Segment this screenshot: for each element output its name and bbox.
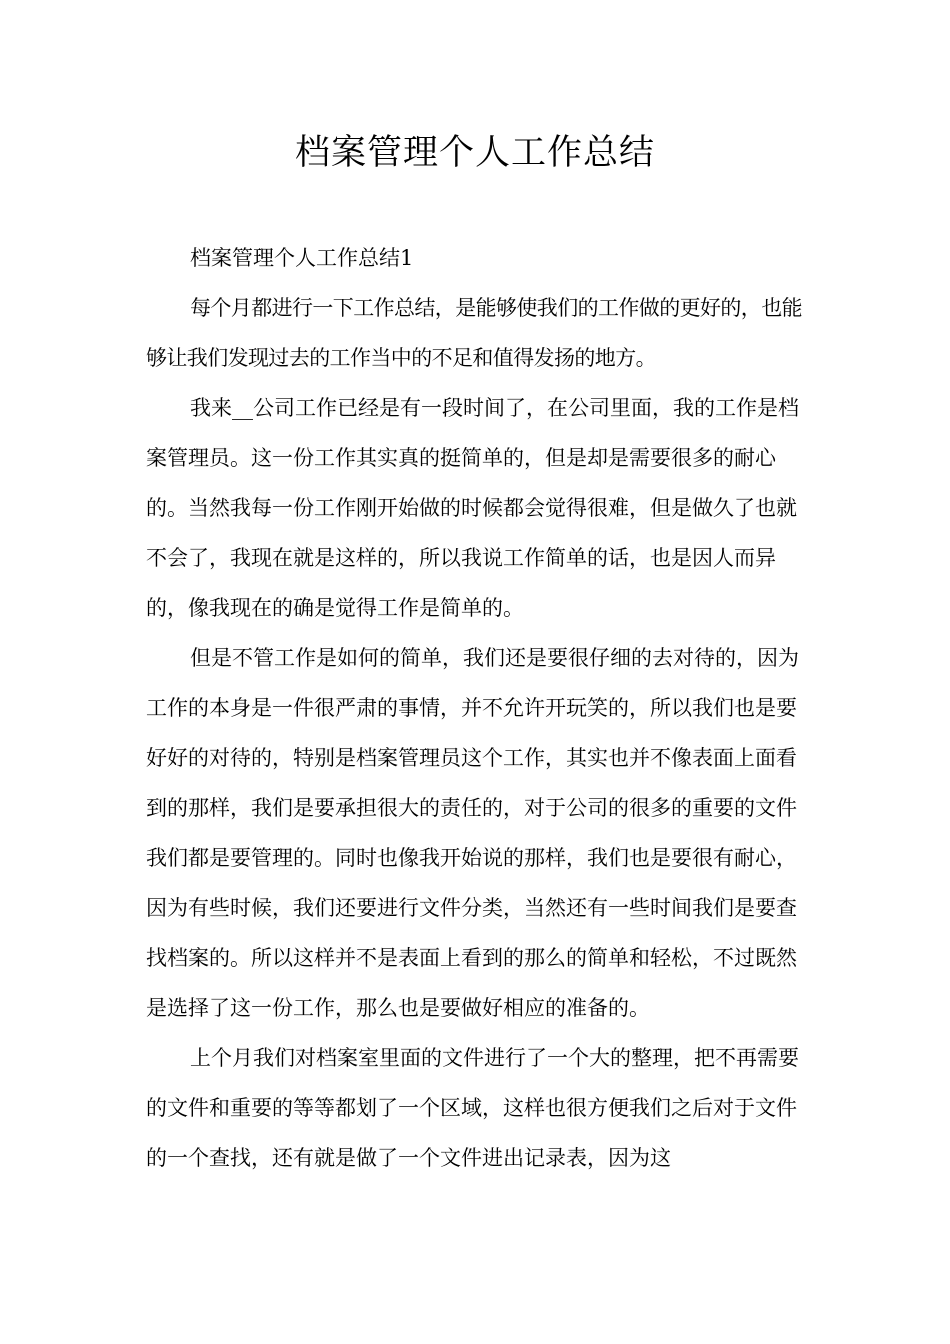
document-body [146,233,808,1183]
document-title: 档案管理个人工作总结 [294,133,655,173]
body-paragraph: 但是不管工作是如何的简单，我们还是要很仔细的去对待的，因为工作的本身是一件很严肃的事情，并不允许开玩笑的，所以我们也是要好好的对待的，特别是档案管理员这个工作，其实也并不像表面上面看到的那样，我们是要承担很大的责任的，对于公司的很多的重要的文件我们都是要管理的。同时也像我开始说的那样，我们也是要很有耐心，因为有些时候，我们还要进行文件分类，当然还有一些时间我们是要查找档案的。所以这样并不是表面上看到的那么的简单和轻松，不过既然是选择了这一份工作，那么也是要做好相应的准备的。 [146,646,799,1020]
body-paragraph: 我来__公司工作已经是有一段时间了，在公司里面，我的工作是档案管理员。这一份工作其实真的挺简单的，但是却是需要很多的耐心的。当然我每一份工作刚开始做的时候都会觉得很难，但是做久了也就不会了，我现在就是这样的，所以我说工作简单的话，也是因人而异的，像我现在的确是觉得工作是简单的。 [146,396,799,620]
section-heading: 档案管理个人工作总结1 [190,246,414,270]
body-paragraph: 上个月我们对档案室里面的文件进行了一个大的整理，把不再需要的文件和重要的等等都划了一个区域，这样也很方便我们之后对于文件的一个查找，还有就是做了一个文件进出记录表，因为这 [146,1046,799,1170]
body-paragraph: 每个月都进行一下工作总结，是能够使我们的工作做的更好的，也能够让我们发现过去的工作当中的不足和值得发扬的地方。 [146,296,802,370]
